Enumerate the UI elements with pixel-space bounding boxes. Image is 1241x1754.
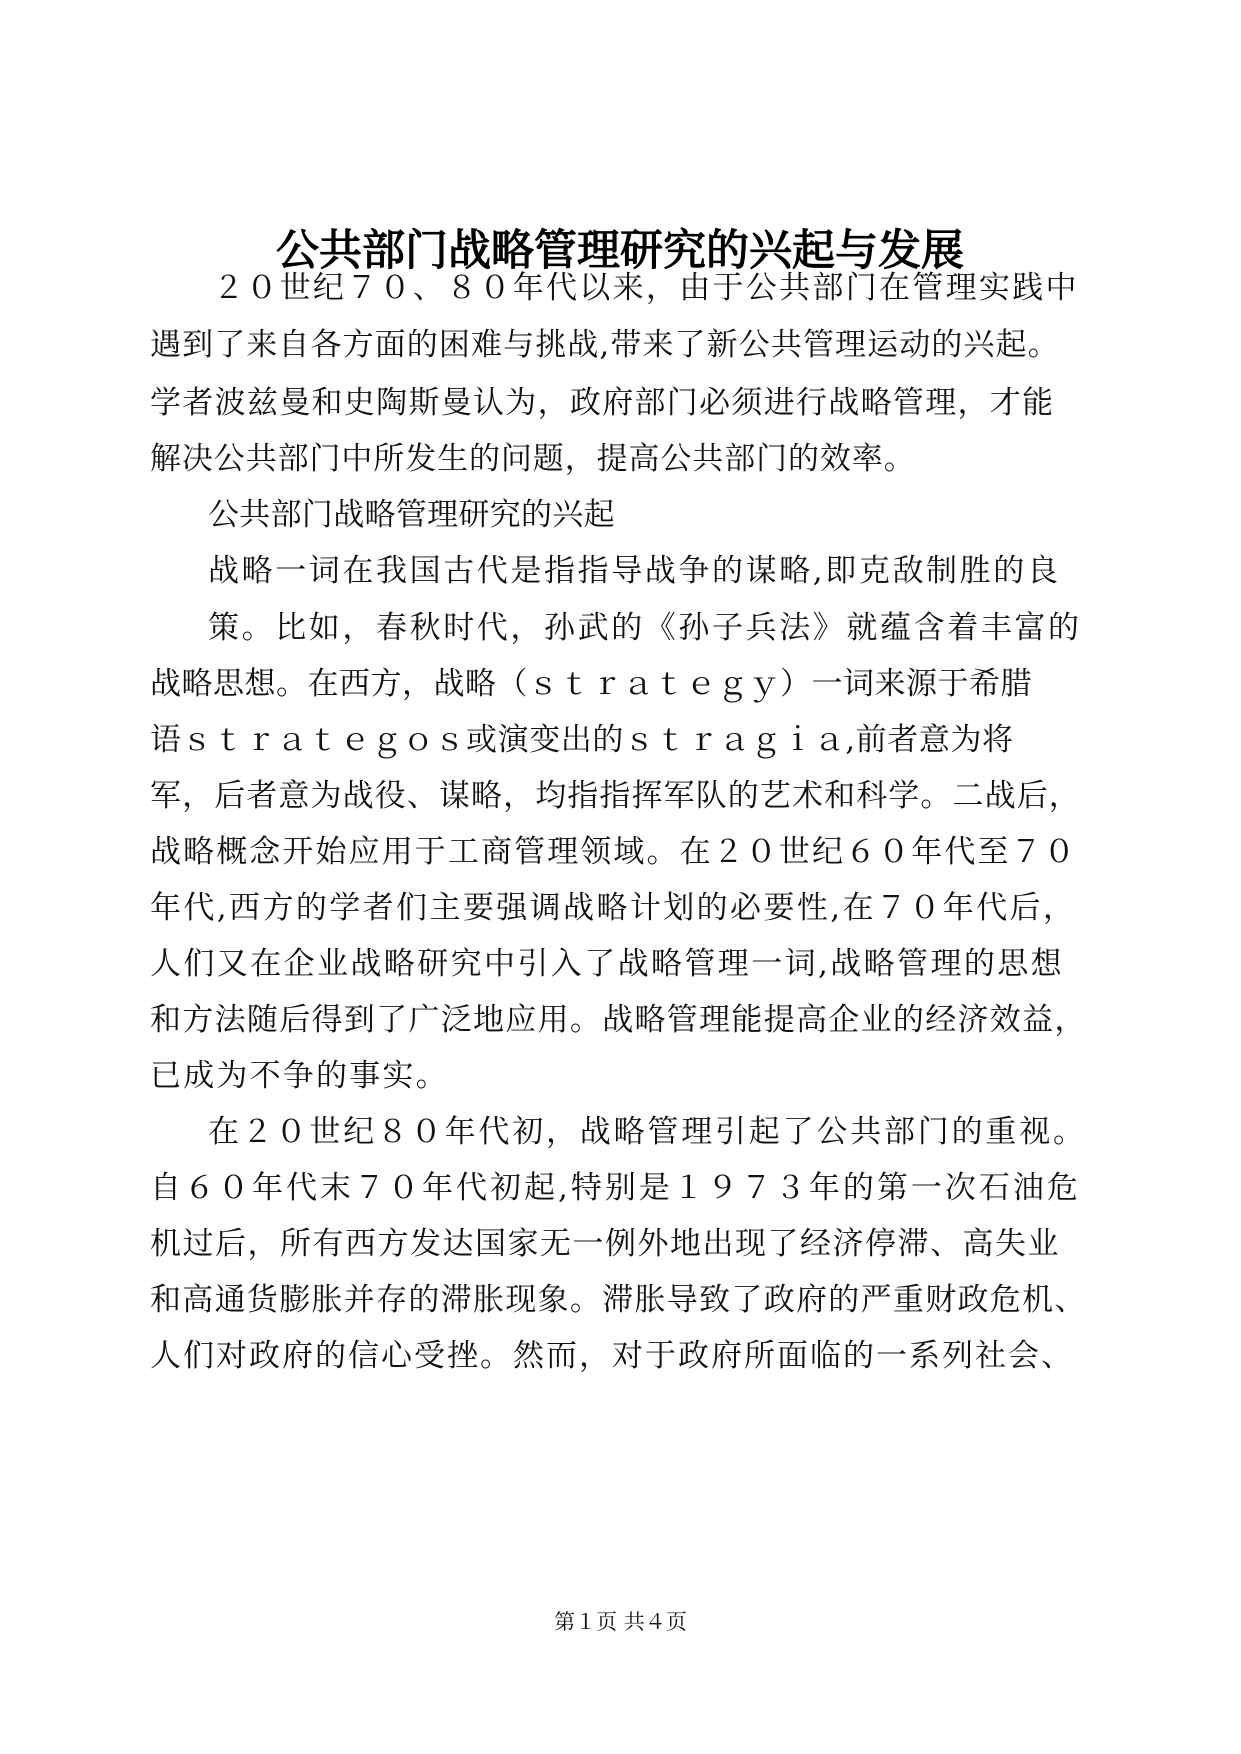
body-line: 已成为不争的事实。 <box>150 1058 449 1094</box>
body-line: 年代,西方的学者们主要强调战略计划的必要性,在７０年代后， <box>150 890 1077 926</box>
page-footer: 第１页 共４页 <box>554 1610 687 1634</box>
body-line: 人们对政府的信心受挫。然而，对于政府所面临的一系列社会、 <box>150 1338 1074 1374</box>
section-heading: 公共部门战略管理研究的兴起 <box>208 497 615 533</box>
body-line: 语ｓｔｒａｔｅｇｏｓ或演变出的ｓｔｒａｇｉａ,前者意为将 <box>150 722 1014 758</box>
body-line: ２０世纪７０、８０年代以来，由于公共部门在管理实践中 <box>213 270 1079 306</box>
body-line: 战略一词在我国古代是指指导战争的谋略,即克敌制胜的良 <box>208 553 1061 589</box>
body-line: 人们又在企业战略研究中引入了战略管理一词,战略管理的思想 <box>150 946 1065 982</box>
body-line: 和方法随后得到了广泛地应用。战略管理能提高企业的经济效益， <box>150 1002 1087 1038</box>
body-line: 解决公共部门中所发生的问题，提高公共部门的效率。 <box>150 441 916 477</box>
document-title: 公共部门战略管理研究的兴起与发展 <box>276 226 964 276</box>
body-line: 机过后，所有西方发达国家无一例外地出现了经济停滞、高失业 <box>150 1226 1060 1262</box>
body-line: 遇到了来自各方面的困难与挑战,带来了新公共管理运动的兴起。 <box>150 327 1060 363</box>
body-line: 在２０世纪８０年代初，战略管理引起了公共部门的重视。 <box>208 1114 1087 1150</box>
body-line: 自６０年代末７０年代初起,特别是１９７３年的第一次石油危 <box>150 1170 1081 1206</box>
body-line: 策。比如，春秋时代，孙武的《孙子兵法》就蕴含着丰富的 <box>208 610 1082 646</box>
body-line: 和高通货膨胀并存的滞胀现象。滞胀导致了政府的严重财政危机、 <box>150 1282 1087 1318</box>
body-line: 战略思想。在西方，战略（ｓｔｒａｔｅｇｙ）一词来源于希腊 <box>150 666 1032 702</box>
body-line: 军，后者意为战役、谋略，均指指挥军队的艺术和科学。二战后， <box>150 778 1081 814</box>
body-line: 学者波兹曼和史陶斯曼认为，政府部门必须进行战略管理，才能 <box>150 385 1055 421</box>
body-line: 战略概念开始应用于工商管理领域。在２０世纪６０年代至７０ <box>150 834 1077 870</box>
